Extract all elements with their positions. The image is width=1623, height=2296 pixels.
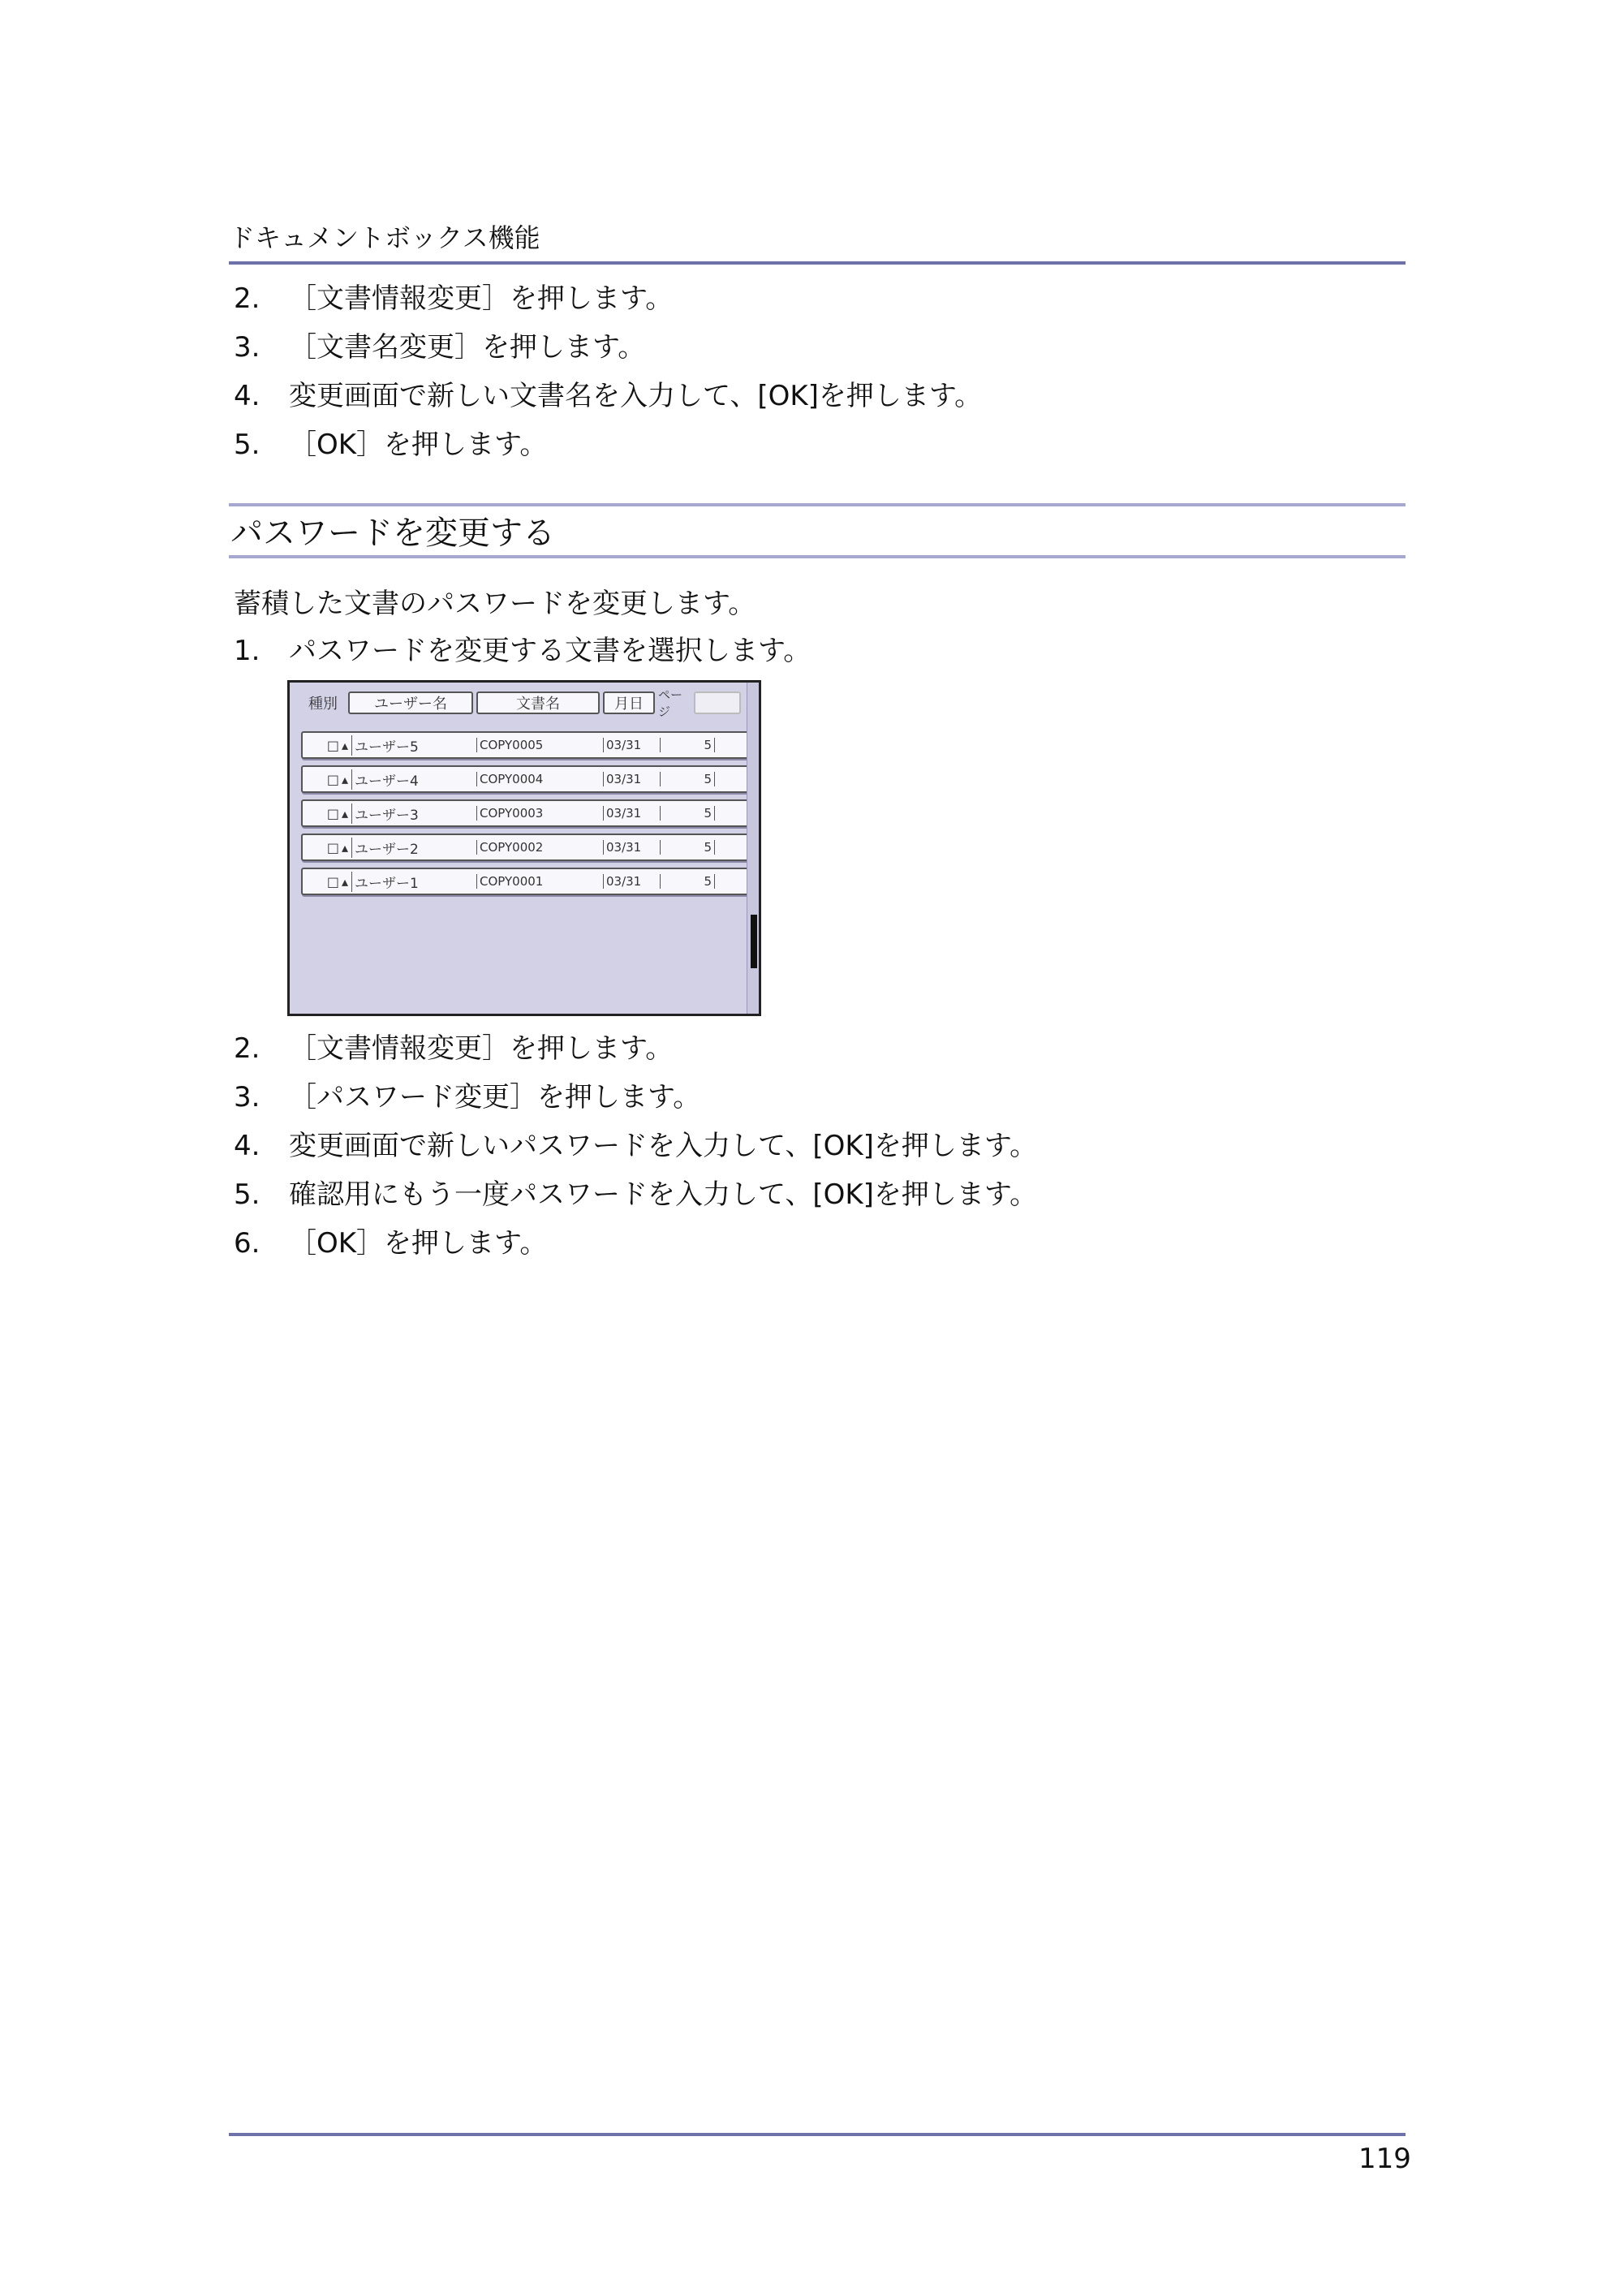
step-number: 5.: [234, 429, 260, 461]
row-icons: [303, 874, 351, 890]
subsection-rule-top: [229, 503, 1406, 506]
step-text: 変更画面で新しいパスワードを入力して、[OK]を押します。: [289, 1130, 1038, 1162]
row-separator: [660, 806, 695, 821]
column-pages-label: ページ: [658, 687, 683, 719]
step-item: [234, 1122, 1037, 1170]
step-item: [234, 274, 982, 323]
step-text: パスワードを変更する文書を選択します。: [289, 635, 812, 667]
row-doc: COPY0002: [476, 840, 603, 855]
sort-doc-button[interactable]: 文書名: [476, 691, 600, 714]
row-date: 03/31: [603, 806, 660, 821]
step-item: [234, 420, 982, 469]
step-item: [234, 1219, 1037, 1268]
list-header: [298, 687, 744, 719]
document-icon: □: [326, 839, 339, 855]
row-pages: 5: [695, 772, 715, 786]
step-number: 4.: [234, 380, 260, 412]
subsection-rule-bottom: [229, 555, 1406, 558]
users-icon: ▴: [341, 771, 348, 787]
row-separator: [660, 772, 695, 786]
users-icon: ▴: [341, 873, 348, 890]
scroll-thumb[interactable]: [751, 915, 757, 968]
step-number: 3.: [234, 331, 260, 364]
row-pages: 5: [695, 738, 715, 752]
section-header: ドキュメントボックス機能: [229, 222, 540, 253]
row-separator: [660, 738, 695, 752]
step-text: ［パスワード変更］を押します。: [289, 1081, 701, 1114]
step-number: 4.: [234, 1130, 260, 1162]
step-text: ［文書情報変更］を押します。: [289, 282, 674, 315]
sort-user-button[interactable]: ユーザー名: [348, 691, 473, 714]
document-icon: □: [326, 805, 339, 821]
step-number: 1.: [234, 635, 260, 667]
step-item: [234, 627, 811, 675]
page-number: 119: [1358, 2143, 1411, 2175]
row-pages: 5: [695, 840, 715, 855]
row-icons: [303, 806, 351, 821]
row-pages: 5: [695, 806, 715, 821]
row-doc: COPY0005: [476, 738, 603, 752]
row-pages: 5: [695, 874, 715, 889]
row-separator: [660, 874, 695, 889]
table-row[interactable]: [301, 765, 751, 793]
step-number: 3.: [234, 1081, 260, 1114]
intro-text: 蓄積した文書のパスワードを変更します。: [234, 588, 756, 620]
step-text: 確認用にもう一度パスワードを入力して、[OK]を押します。: [289, 1178, 1038, 1211]
row-user: ユーザー4: [351, 769, 476, 790]
subsection-heading: パスワードを変更する: [230, 515, 555, 552]
row-date: 03/31: [603, 874, 660, 889]
table-row[interactable]: [301, 799, 751, 827]
step-text: ［OK］を押します。: [289, 1227, 548, 1260]
step-text: ［OK］を押します。: [289, 429, 548, 461]
step-item: [234, 372, 982, 420]
document-rows: [301, 731, 751, 902]
step-number: 6.: [234, 1227, 260, 1260]
document-icon: □: [326, 737, 339, 753]
row-user: ユーザー3: [351, 803, 476, 824]
row-icons: [303, 840, 351, 855]
row-doc: COPY0004: [476, 772, 603, 786]
step-number: 5.: [234, 1178, 260, 1211]
step-number: 2.: [234, 282, 260, 315]
table-row[interactable]: [301, 868, 751, 895]
step-item: [234, 1170, 1037, 1219]
row-user: ユーザー1: [351, 872, 476, 892]
step-text: ［文書名変更］を押します。: [289, 331, 646, 364]
document-icon: □: [326, 771, 339, 787]
users-icon: ▴: [341, 737, 348, 753]
disabled-header-button[interactable]: [694, 691, 741, 714]
footer-rule: [229, 2133, 1406, 2136]
column-type-label: 種別: [308, 696, 338, 713]
row-user: ユーザー5: [351, 735, 476, 756]
row-doc: COPY0001: [476, 874, 603, 889]
step-item: [234, 323, 982, 372]
row-icons: [303, 738, 351, 753]
row-separator: [660, 840, 695, 855]
step-item: [234, 1073, 1037, 1122]
table-row[interactable]: [301, 731, 751, 759]
password-steps: [234, 1024, 1037, 1268]
step-text: ［文書情報変更］を押します。: [289, 1032, 674, 1065]
users-icon: ▴: [341, 805, 348, 821]
row-date: 03/31: [603, 738, 660, 752]
row-doc: COPY0003: [476, 806, 603, 821]
row-user: ユーザー2: [351, 838, 476, 858]
users-icon: ▴: [341, 839, 348, 855]
sort-date-button[interactable]: 月日: [603, 691, 655, 714]
row-date: 03/31: [603, 840, 660, 855]
document-list-screenshot: [287, 680, 761, 1016]
step-item: [234, 1024, 1037, 1073]
row-date: 03/31: [603, 772, 660, 786]
step-number: 2.: [234, 1032, 260, 1065]
table-row[interactable]: [301, 834, 751, 861]
password-step-1: [234, 627, 811, 675]
row-icons: [303, 772, 351, 787]
document-icon: □: [326, 873, 339, 890]
rename-steps: [234, 274, 982, 469]
scrollbar[interactable]: [747, 683, 759, 1014]
step-text: 変更画面で新しい文書名を入力して、[OK]を押します。: [289, 380, 983, 412]
header-rule: [229, 261, 1406, 265]
